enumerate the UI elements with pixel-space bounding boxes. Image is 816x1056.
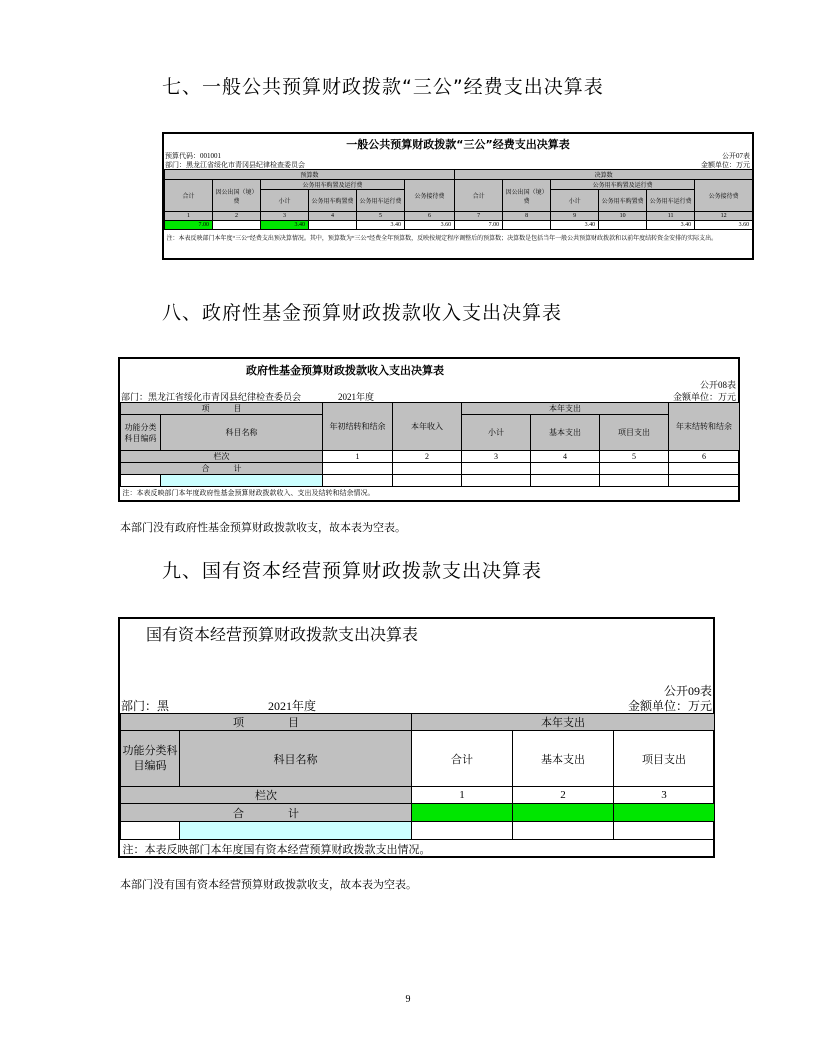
table-7-form-no: 公开07表 <box>722 152 750 160</box>
table-8-year: 2021年度 <box>338 392 375 402</box>
value-cell <box>599 221 647 230</box>
basic-expense-header: 基本支出 <box>531 415 600 451</box>
value-cell <box>669 463 740 475</box>
budget-car-buy-header: 公务用车购置费 <box>309 190 357 212</box>
col-index: 12 <box>695 212 753 221</box>
total-row <box>121 463 740 475</box>
final-car-run-header: 公务用车运行费 <box>647 190 695 212</box>
table-8 <box>120 402 740 499</box>
col-index: 6 <box>405 212 455 221</box>
table-row <box>121 822 715 840</box>
value-cell: 3.60 <box>405 221 455 230</box>
col-index: 2 <box>213 212 261 221</box>
value-cell <box>462 475 531 487</box>
section-7-title: 七、一般公共预算财政拨款“三公”经费支出决算表 <box>162 76 604 98</box>
table-9-dept: 部门：黑 <box>121 699 170 713</box>
total-row <box>121 804 715 822</box>
col-index: 6 <box>669 451 740 463</box>
value-cell: 3.40 <box>357 221 405 230</box>
table-9-form-no: 公开09表 <box>663 684 712 698</box>
value-cell <box>213 221 261 230</box>
col-label: 栏次 <box>121 451 323 463</box>
col-index: 7 <box>455 212 503 221</box>
value-cell <box>180 822 412 840</box>
table-row <box>121 475 740 487</box>
value-cell <box>393 463 462 475</box>
current-expense-header: 本年支出 <box>412 714 715 731</box>
col-index: 1 <box>165 212 213 221</box>
budget-car-run-header: 公务用车运行费 <box>357 190 405 212</box>
budget-header: 预算数 <box>165 170 455 180</box>
section-8-title: 八、政府性基金预算财政拨款收入支出决算表 <box>162 302 563 324</box>
value-cell <box>412 822 513 840</box>
budget-abroad-header: 因公出国（境）费 <box>213 180 261 212</box>
func-code-header: 功能分类科目编码 <box>121 415 161 451</box>
value-cell <box>309 221 357 230</box>
table-8-unit: 金额单位：万元 <box>672 392 736 402</box>
table-8-form-no: 公开08表 <box>699 380 736 390</box>
value-cell <box>600 463 669 475</box>
col-index: 5 <box>357 212 405 221</box>
table-8-dept: 部门：黑龙江省绥化市青冈县纪律检查委员会 <box>121 392 302 402</box>
end-balance-header: 年末结转和结余 <box>669 403 740 451</box>
value-cell <box>531 463 600 475</box>
subject-name-header: 科目名称 <box>161 415 323 451</box>
table-9-unit: 金额单位：万元 <box>627 699 712 713</box>
budget-reception-header: 公务接待费 <box>405 180 455 212</box>
item-header: 项 目 <box>121 714 412 731</box>
table-7 <box>164 169 753 250</box>
basic-expense-header: 基本支出 <box>513 731 614 787</box>
value-cell: 7.00 <box>165 221 213 230</box>
col-index: 4 <box>531 451 600 463</box>
table-row <box>165 221 753 230</box>
col-index: 1 <box>412 787 513 804</box>
value-cell <box>412 804 513 822</box>
value-cell <box>669 475 740 487</box>
col-index: 5 <box>600 451 669 463</box>
value-cell <box>614 822 715 840</box>
subtotal-header: 小计 <box>462 415 531 451</box>
table-9-year: 2021年度 <box>268 699 317 713</box>
col-index: 11 <box>647 212 695 221</box>
subject-name-header: 科目名称 <box>180 731 412 787</box>
table-8-note: 注：本表反映部门本年度政府性基金预算财政拨款收入、支出及结转和结余情况。 <box>122 488 375 497</box>
total-label: 合 计 <box>121 804 412 822</box>
current-income-header: 本年收入 <box>393 403 462 451</box>
total-header: 合计 <box>412 731 513 787</box>
col-index: 9 <box>551 212 599 221</box>
value-cell <box>600 475 669 487</box>
table-7-code: 预算代码：001001 <box>165 152 221 160</box>
value-cell: 3.40 <box>551 221 599 230</box>
table-8-title: 政府性基金预算财政拨款收入支出决算表 <box>246 364 444 377</box>
project-expense-header: 项目支出 <box>600 415 669 451</box>
col-index: 2 <box>393 451 462 463</box>
project-expense-header: 项目支出 <box>614 731 715 787</box>
note-8: 本部门没有政府性基金预算财政拨款收支，故本表为空表。 <box>120 521 406 534</box>
col-index: 3 <box>614 787 715 804</box>
budget-subtotal-header: 小计 <box>261 190 309 212</box>
col-index: 3 <box>462 451 531 463</box>
col-label: 栏次 <box>121 787 412 804</box>
item-header: 项 目 <box>121 403 323 415</box>
table-9 <box>120 713 715 859</box>
value-cell <box>531 475 600 487</box>
value-cell <box>323 475 393 487</box>
value-cell: 3.40 <box>647 221 695 230</box>
table-7-unit: 金额单位：万元 <box>701 161 750 169</box>
value-cell <box>393 475 462 487</box>
final-reception-header: 公务接待费 <box>695 180 753 212</box>
value-cell <box>503 221 551 230</box>
table-9-title: 国有资本经营预算财政拨款支出决算表 <box>146 625 419 644</box>
final-header: 决算数 <box>455 170 753 180</box>
current-expense-header: 本年支出 <box>462 403 669 415</box>
final-abroad-header: 因公出国（境）费 <box>503 180 551 212</box>
value-cell <box>513 822 614 840</box>
final-subtotal-header: 小计 <box>551 190 599 212</box>
col-index: 3 <box>261 212 309 221</box>
col-index: 10 <box>599 212 647 221</box>
value-cell <box>121 475 161 487</box>
value-cell: 7.00 <box>455 221 503 230</box>
value-cell <box>323 463 393 475</box>
value-cell <box>462 463 531 475</box>
table-7-dept: 部门：黑龙江省绥化市青冈县纪律检查委员会 <box>165 161 305 169</box>
budget-total-header: 合计 <box>165 180 213 212</box>
final-car-header: 公务用车购置及运行费 <box>551 180 695 190</box>
page-number: 9 <box>405 994 411 1005</box>
col-index: 1 <box>323 451 393 463</box>
total-label: 合 计 <box>121 463 323 475</box>
value-cell <box>161 475 323 487</box>
value-cell <box>614 804 715 822</box>
col-index: 4 <box>309 212 357 221</box>
note-9: 本部门没有国有资本经营预算财政拨款收支，故本表为空表。 <box>120 878 417 891</box>
func-code-header: 功能分类科目编码 <box>121 731 180 787</box>
table-7-title: 一般公共预算财政拨款“三公”经费支出决算表 <box>346 138 570 151</box>
final-car-buy-header: 公务用车购置费 <box>599 190 647 212</box>
value-cell <box>121 822 180 840</box>
table-7-note: 注：本表反映部门本年度“三公”经费支出预决算情况。其中，预算数为“三公”经费全年预算数，反映按规定程序调整后的预算数；决算数是包括当年一般公共预算财政拨款和以前年度结转资金安排的实际支出。 <box>166 236 718 243</box>
value-cell <box>513 804 614 822</box>
begin-balance-header: 年初结转和结余 <box>323 403 393 451</box>
budget-car-header: 公务用车购置及运行费 <box>261 180 405 190</box>
final-total-header: 合计 <box>455 180 503 212</box>
table-9-note: 注：本表反映部门本年度国有资本经营预算财政拨款支出情况。 <box>122 844 431 857</box>
col-index: 8 <box>503 212 551 221</box>
col-index: 2 <box>513 787 614 804</box>
value-cell: 3.40 <box>261 221 309 230</box>
value-cell: 3.60 <box>695 221 753 230</box>
section-9-title: 九、国有资本经营预算财政拨款支出决算表 <box>162 560 543 582</box>
